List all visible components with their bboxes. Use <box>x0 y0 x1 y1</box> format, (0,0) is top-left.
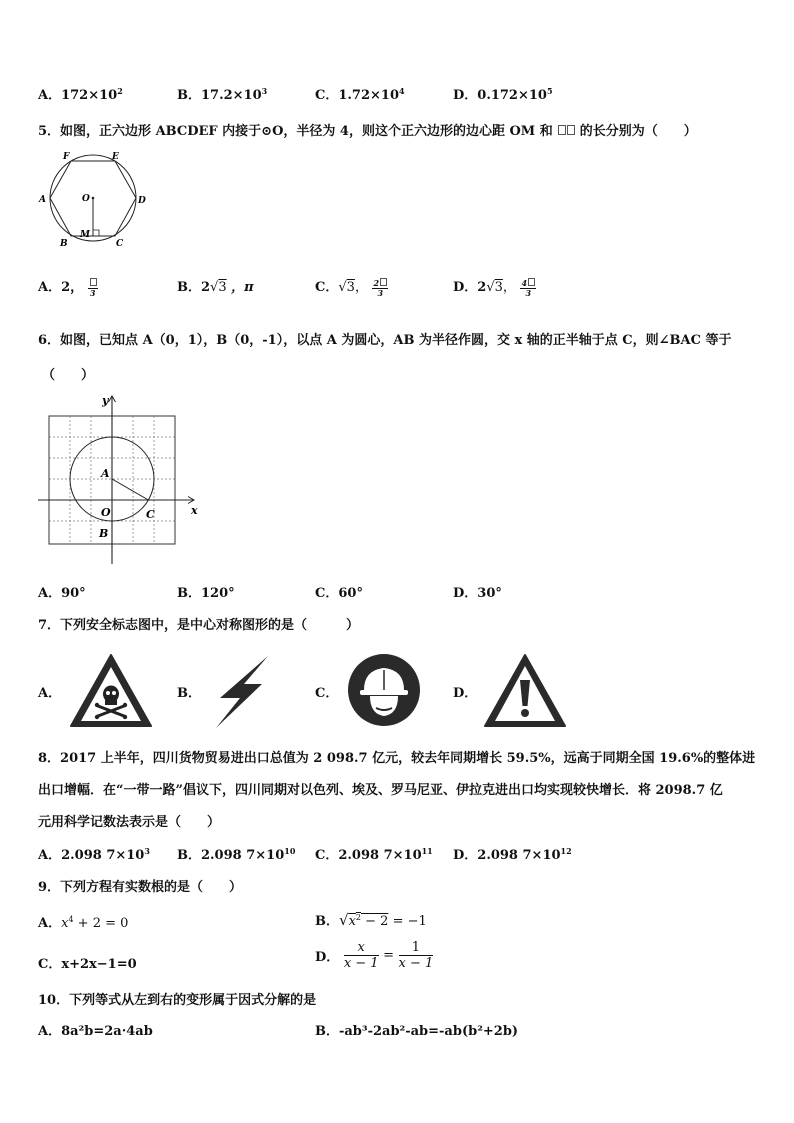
q10-option-a: A．8a²b=2a·4ab <box>38 1024 153 1039</box>
q5-option-c-text: C． <box>315 280 339 295</box>
q4-option-c-exponent: 4 <box>399 86 405 96</box>
q4-option-b-text: B．17.2×10 <box>177 88 262 103</box>
q4-option-a <box>38 84 123 103</box>
q4-option-b-exponent: 3 <box>261 86 268 96</box>
q8-option-d-text: D．2.098 7×10 <box>453 848 561 863</box>
q10-stem: 10．下列等式从左到右的变形属于因式分解的是 <box>38 993 317 1008</box>
q4-option-d-text: D．0.172×10 <box>453 88 547 103</box>
sqrt-radicand: 3 <box>494 280 503 295</box>
q9-option-c: C．x+2x−1=0 <box>38 957 137 972</box>
q4-option-a-text: A．172×10 <box>38 88 118 103</box>
q5-option-d-fraction <box>520 278 536 298</box>
point-o-label: O <box>101 506 111 519</box>
segment-ac <box>112 479 148 500</box>
fraction-numerator <box>88 278 98 289</box>
fraction-denominator: 3 <box>525 287 532 298</box>
q6-option-a: A．90° <box>38 586 86 601</box>
point-a-label: A <box>101 467 110 480</box>
fraction-numerator: 1 <box>399 940 434 956</box>
q5-stem-text: 5．如图，正六边形 ABCDEF 内接于⊙O，半径为 4，则这个正六边形的边心距 OM 和 <box>38 124 553 139</box>
q7-stem: 7．下列安全标志图中，是中心对称图形的是（ ） <box>38 618 360 633</box>
q8-option-c-text: C．2.098 7×10 <box>315 848 422 863</box>
q6-option-c: C．60° <box>315 586 363 601</box>
missing-glyph <box>380 278 387 286</box>
sqrt-radicand: 3 <box>346 280 355 295</box>
q5-missing-glyph-1 <box>558 125 566 135</box>
variable-x: x <box>61 916 69 931</box>
numerator-digit: 4 <box>521 277 528 288</box>
q8-option-a <box>38 844 150 863</box>
q9-option-a-label: A． <box>38 916 62 931</box>
q9-option-a <box>38 912 128 931</box>
fraction-denominator: x − 1 <box>398 956 434 971</box>
numerator-digit: 2 <box>373 277 380 288</box>
hard-hat-icon <box>346 652 422 728</box>
q8-option-d <box>453 844 572 863</box>
sqrt-radicand <box>349 914 389 929</box>
label-F: F <box>63 152 70 162</box>
label-C: C <box>116 239 124 249</box>
toxic-warning-icon <box>68 652 154 730</box>
q8-line-2: 出口增幅．在“一带一路”倡议下，四川同期对以色列、埃及、罗马尼亚、伊拉克进出口均实现较快增长．将 2098.7 亿 <box>38 783 723 798</box>
q6-stem: 6．如图，已知点 A（0，1），B（0，-1），以点 A 为圆心，AB 为半径作圆，交 x 轴的正半轴于点 C，则∠BAC 等于 <box>38 333 732 348</box>
q7-option-d-label: D． <box>453 686 478 701</box>
sqrt-sign: √ <box>339 911 349 929</box>
q8-option-b <box>177 844 295 863</box>
lightning-bolt-icon <box>212 654 272 730</box>
q5-option-a <box>38 276 98 298</box>
label-D: D <box>138 196 146 206</box>
expression-rest: + 2 = 0 <box>73 916 129 931</box>
label-A: A <box>39 195 46 205</box>
q7-option-c-label: C． <box>315 686 339 701</box>
q8-option-b-exponent: 10 <box>284 846 296 856</box>
q5-option-d: D．2√3， $\frac{4}{3}$ <box>453 276 536 298</box>
q6-stem-answer-blank: （ ） <box>42 368 95 383</box>
q9-stem: 9．下列方程有实数根的是（ ） <box>38 880 243 895</box>
point-b-label: B <box>99 527 109 540</box>
expression-rest: = −1 <box>388 914 427 929</box>
q5-option-b-tail: ，π <box>231 280 254 295</box>
right-angle-mark <box>93 230 99 236</box>
q8-option-a-text: A．2.098 7×10 <box>38 848 145 863</box>
q8-option-d-exponent: 12 <box>560 846 572 856</box>
q8-line-3: 元用科学记数法表示是（ ） <box>38 815 221 830</box>
q4-option-b <box>177 84 267 103</box>
q4-option-c-text: C．1.72×10 <box>315 88 399 103</box>
fraction-denominator: 3 <box>89 287 96 298</box>
missing-glyph <box>528 278 535 286</box>
sqrt-sign: √ <box>338 280 347 295</box>
q5-option-b <box>177 276 254 295</box>
sqrt-sign: √ <box>486 280 495 295</box>
q4-option-c <box>315 84 405 103</box>
q6-option-d: D．30° <box>453 586 502 601</box>
q7-option-b-label: B． <box>177 686 201 701</box>
label-O: O <box>82 194 90 204</box>
q9-option-b-expression <box>339 911 427 929</box>
exclamation-warning-icon <box>482 652 568 730</box>
equals-sign: = <box>383 948 395 963</box>
axis-y-label: y <box>102 394 109 407</box>
variable-x: x <box>348 914 356 929</box>
fraction-numerator <box>520 278 536 289</box>
q4-option-d-exponent: 5 <box>546 86 553 96</box>
q9-option-b <box>315 910 427 929</box>
radicand-rest: − 2 <box>361 914 389 929</box>
axis-x-label: x <box>191 504 198 517</box>
q5-stem <box>38 120 697 139</box>
fraction-denominator: 3 <box>377 287 384 298</box>
exponent: 2 <box>355 913 361 922</box>
q9-option-b-label: B． <box>315 914 339 929</box>
q5-hexagon-figure <box>36 148 152 250</box>
sqrt-radicand: 3 <box>218 280 227 295</box>
q9-option-d <box>315 940 433 971</box>
q7-option-a-label: A． <box>38 686 62 701</box>
q5-option-c: C．√3， $\frac{2}{3}$ <box>315 276 388 298</box>
sqrt-sign: √ <box>210 280 219 295</box>
fraction-denominator: x − 1 <box>343 956 379 971</box>
q5-option-c-fraction <box>372 278 388 298</box>
exponent: 4 <box>68 915 74 924</box>
q8-line-1: 8．2017 上半年，四川货物贸易进出口总值为 2 098.7 亿元，较去年同期增长 59.5%，远高于同期全国 19.6%的整体进 <box>38 751 756 766</box>
q5-missing-glyph-2 <box>567 125 575 135</box>
q6-coordinate-figure <box>36 392 202 568</box>
q9-option-d-fraction-left <box>344 940 379 971</box>
label-B: B <box>60 239 68 249</box>
fraction-numerator: x <box>344 940 379 956</box>
q8-option-b-text: B．2.098 7×10 <box>177 848 285 863</box>
point-c-label: C <box>146 508 155 521</box>
q9-option-a-expression <box>61 916 128 931</box>
q9-option-d-fraction-right <box>399 940 434 971</box>
label-E: E <box>112 152 119 162</box>
q5-option-b-text: B．2 <box>177 280 211 295</box>
fraction-numerator <box>372 278 388 289</box>
center-point <box>92 197 95 200</box>
q5-option-a-text: A．2， <box>38 280 84 295</box>
q5-option-a-fraction <box>88 278 98 298</box>
missing-glyph <box>90 278 97 286</box>
q5-option-d-text: D．2 <box>453 280 487 295</box>
q9-option-d-label: D． <box>315 950 340 965</box>
q4-option-a-exponent: 2 <box>117 86 123 96</box>
q8-option-a-exponent: 3 <box>144 846 150 856</box>
q4-option-d <box>453 84 553 103</box>
q5-stem-tail: 的长分别为（ ） <box>579 124 697 139</box>
q10-option-b: B．-ab³-2ab²-ab=-ab(b²+2b) <box>315 1024 519 1039</box>
q6-option-b: B．120° <box>177 586 235 601</box>
label-M: M <box>80 230 90 240</box>
q8-option-c <box>315 844 433 863</box>
q8-option-c-exponent: 11 <box>421 846 433 856</box>
